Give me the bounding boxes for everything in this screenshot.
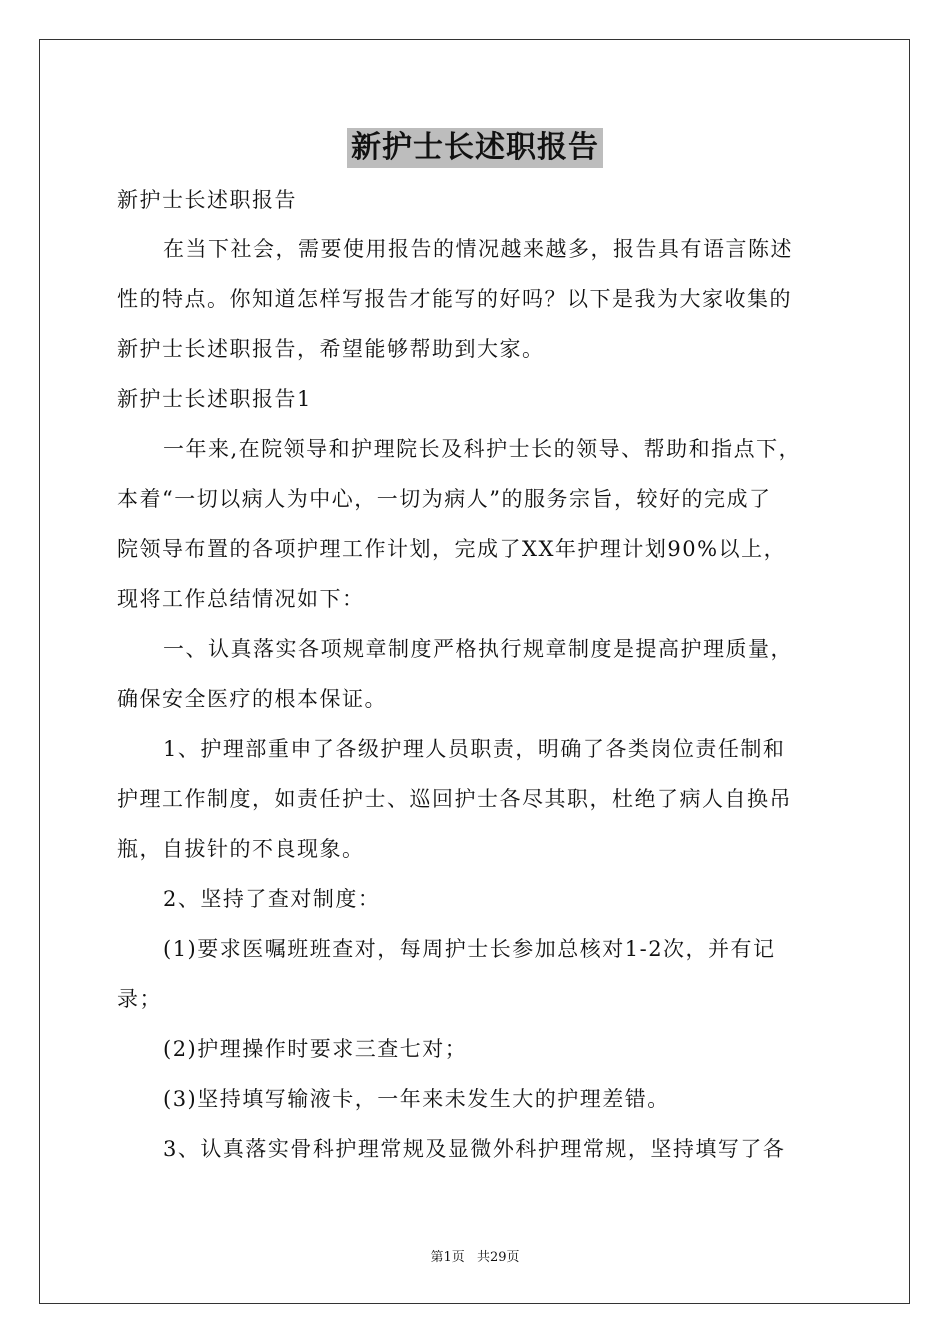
- paragraph-line: 一年来,在院领导和护理院长及科护士长的领导、帮助和指点下，: [163, 437, 802, 461]
- section-heading: 新护士长述职报告1: [117, 387, 312, 411]
- title-wrap: [0, 128, 950, 168]
- paragraph-line: 在当下社会，需要使用报告的情况越来越多，报告具有语言陈述: [163, 237, 793, 261]
- paragraph-line: 性的特点。你知道怎样写报告才能写的好吗？以下是我为大家收集的: [117, 287, 792, 311]
- paragraph-line: 瓶，自拔针的不良现象。: [117, 837, 365, 861]
- paragraph-line: 护理工作制度，如责任护士、巡回护士各尽其职，杜绝了病人自换吊: [117, 787, 792, 811]
- subtitle-line: 新护士长述职报告: [117, 188, 297, 212]
- paragraph-line: (3)坚持填写输液卡，一年来未发生大的护理差错。: [163, 1087, 670, 1111]
- paragraph-line: 新护士长述职报告，希望能够帮助到大家。: [117, 337, 545, 361]
- page-border: [39, 39, 910, 1304]
- paragraph-line: (1)要求医嘱班班查对，每周护士长参加总核对1-2次，并有记: [163, 937, 776, 961]
- paragraph-line: 本着“一切以病人为中心，一切为病人”的服务宗旨，较好的完成了: [117, 487, 772, 511]
- page-total: 共29页: [476, 1250, 520, 1265]
- paragraph-line: 确保安全医疗的根本保证。: [117, 687, 387, 711]
- paragraph-line: 院领导布置的各项护理工作计划，完成了XX年护理计划90%以上，: [117, 537, 787, 561]
- paragraph-line: 录；: [117, 987, 162, 1011]
- paragraph-line: (2)护理操作时要求三查七对；: [163, 1037, 468, 1061]
- paragraph-line: 现将工作总结情况如下：: [117, 587, 365, 611]
- paragraph-line: 3、认真落实骨科护理常规及显微外科护理常规，坚持填写了各: [163, 1137, 786, 1161]
- paragraph-line: 一、认真落实各项规章制度严格执行规章制度是提高护理质量，: [163, 637, 793, 661]
- paragraph-line: 2、坚持了查对制度：: [163, 887, 381, 911]
- page-number: 第1页: [430, 1250, 465, 1265]
- document-title: 新护士长述职报告: [347, 128, 603, 168]
- page-footer: [0, 1249, 950, 1267]
- paragraph-line: 1、护理部重申了各级护理人员职责，明确了各类岗位责任制和: [163, 737, 786, 761]
